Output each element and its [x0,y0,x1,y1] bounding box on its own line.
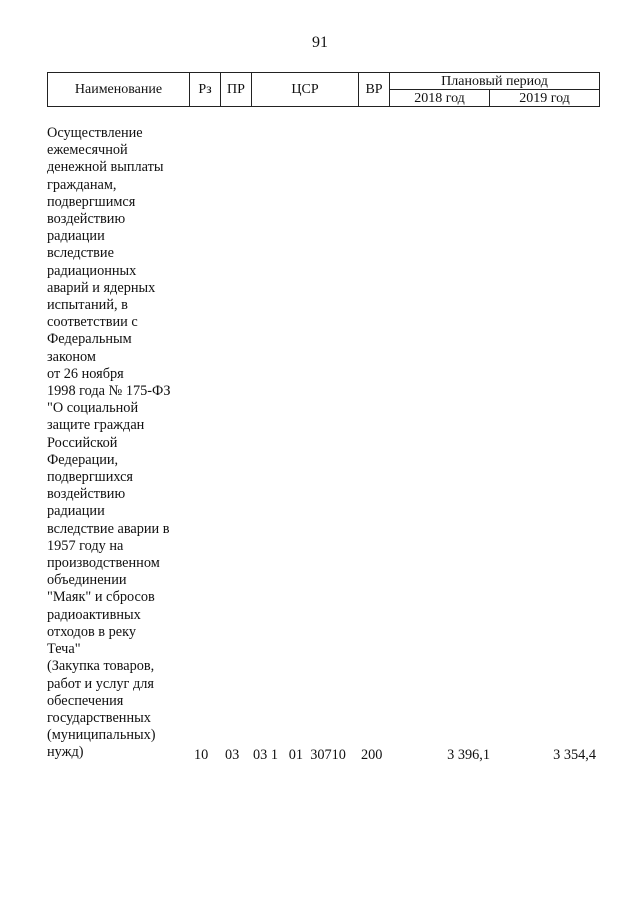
row-rz: 10 [194,747,209,763]
row-name: Осуществление ежемесячной денежной выплаты гражданам, подвергшимся воздействию радиации вследствие радиационных аварий и ядерных испытаний, в соответствии с Федеральным законом от 26 ноября 1998 года № 175-ФЗ "О социальной защите граждан Российской Федерации, подвергшихся воздействию радиации вследствие аварии в 1957 году на производственном объединении "Маяк" и сбросов радиоактивных отходов в реку Теча" (Закупка товаров, работ и услуг для обеспечения государственных (муниципальных) нужд) [47,125,171,761]
header-name: Наименование [48,73,190,107]
row-pr: 03 [225,747,240,763]
row-vr: 200 [361,747,383,763]
row-value-2019: 3 354,4 [553,747,596,763]
header-csr: ЦСР [252,73,359,107]
header-year-2018: 2018 год [390,90,490,107]
header-rz: Рз [190,73,221,107]
header-pr: ПР [221,73,252,107]
row-csr: 03 1 01 30710 [253,747,346,763]
header-vr: ВР [359,73,390,107]
page-number: 91 [312,34,328,51]
header-planned-period: Плановый период [390,73,600,90]
header-year-2019: 2019 год [490,90,600,107]
table-header [47,72,600,107]
table-row [47,125,599,775]
row-value-2018: 3 396,1 [447,747,490,763]
